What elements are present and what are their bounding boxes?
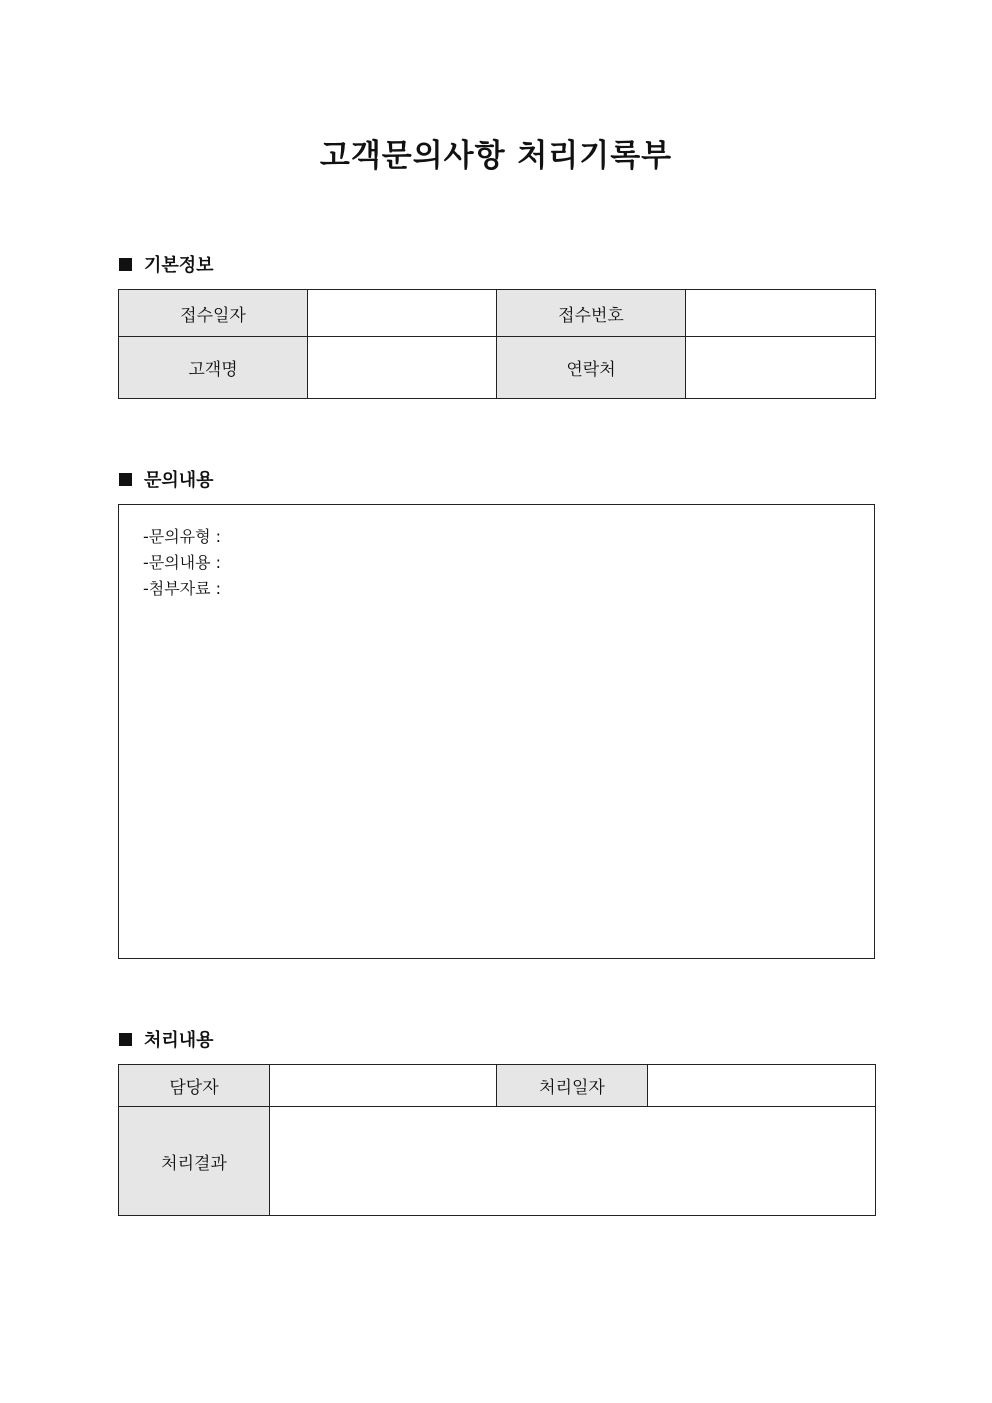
- contact-label: 연락처: [497, 337, 686, 399]
- contact-field[interactable]: [686, 337, 876, 399]
- square-bullet-icon: [119, 258, 132, 271]
- basic-info-heading-text: 기본정보: [144, 255, 214, 276]
- inquiry-detail-line: -문의내용 :: [143, 553, 222, 572]
- inquiry-attachment-line: -첨부자료 :: [143, 579, 222, 598]
- basic-info-heading: [119, 251, 214, 277]
- manager-field[interactable]: [270, 1065, 497, 1107]
- receipt-number-label: 접수번호: [497, 290, 686, 337]
- processing-heading-text: 처리내용: [144, 1030, 214, 1051]
- customer-name-field[interactable]: [308, 337, 497, 399]
- inquiry-heading: [119, 466, 214, 492]
- result-field[interactable]: [270, 1107, 876, 1216]
- result-label: 처리결과: [119, 1107, 270, 1216]
- receipt-date-field[interactable]: [308, 290, 497, 337]
- square-bullet-icon: [119, 1033, 132, 1046]
- inquiry-lines: [143, 524, 221, 602]
- inquiry-heading-text: 문의내용: [144, 470, 214, 491]
- page-title: 고객문의사항 처리기록부: [319, 138, 673, 174]
- receipt-date-label: 접수일자: [119, 290, 308, 337]
- inquiry-content-box[interactable]: [118, 504, 875, 959]
- processing-table: [118, 1064, 876, 1216]
- receipt-number-field[interactable]: [686, 290, 876, 337]
- inquiry-type-line: -문의유형 :: [143, 527, 222, 546]
- process-date-field[interactable]: [648, 1065, 876, 1107]
- processing-heading: [119, 1026, 214, 1052]
- customer-name-label: 고객명: [119, 337, 308, 399]
- process-date-label: 처리일자: [497, 1065, 648, 1107]
- manager-label: 담당자: [119, 1065, 270, 1107]
- square-bullet-icon: [119, 473, 132, 486]
- basic-info-table: [118, 289, 876, 399]
